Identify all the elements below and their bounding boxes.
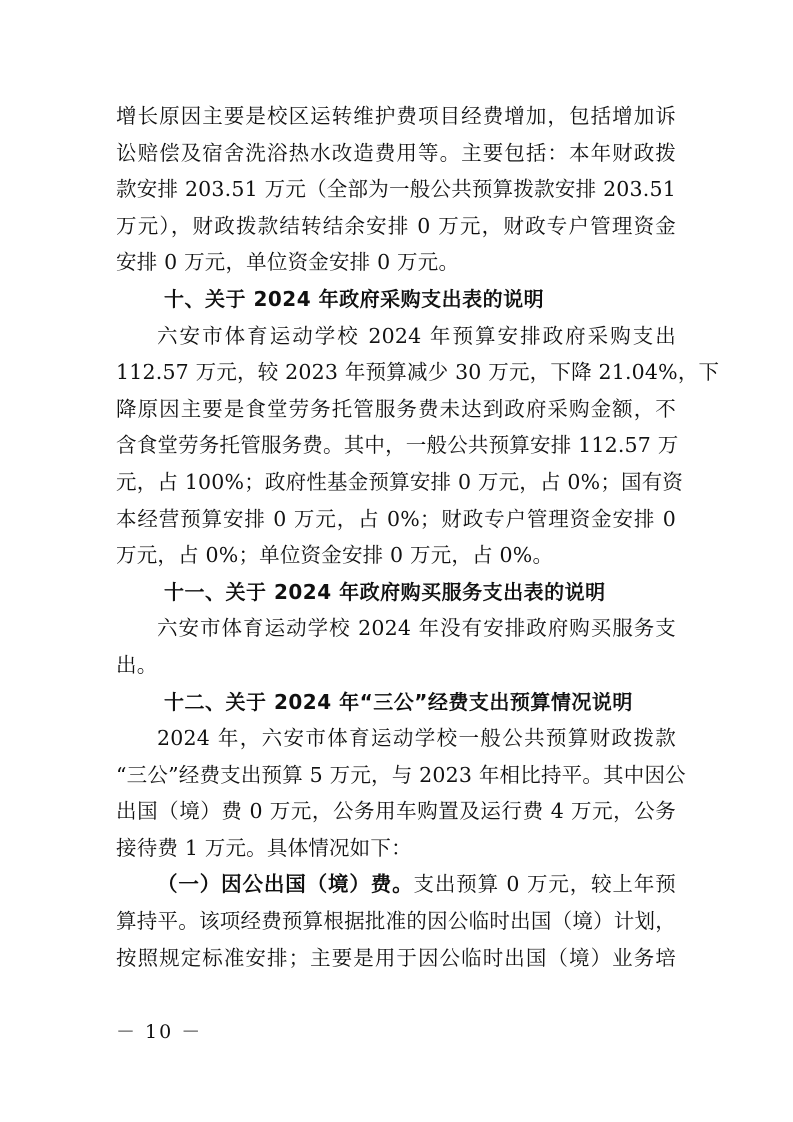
paragraph-line: 六安市体育运动学校 2024 年预算安排政府采购支出 bbox=[157, 323, 676, 348]
paragraph-line: 本经营预算安排 0 万元，占 0%；财政专户管理资金安排 0 bbox=[116, 506, 676, 531]
paragraph-line: 讼赔偿及宿舍洗浴热水改造费用等。主要包括：本年财政拨 bbox=[116, 140, 676, 165]
paragraph-line: 算持平。该项经费预算根据批准的因公临时出国（境）计划， bbox=[116, 909, 676, 934]
paragraph-line: 2024 年，六安市体育运动学校一般公共预算财政拨款 bbox=[157, 726, 676, 751]
paragraph-line: 112.57 万元，较 2023 年预算减少 30 万元，下降 21.04%，下 bbox=[116, 360, 720, 385]
subsection-lead: （一）因公出国（境）费。 bbox=[157, 872, 414, 897]
section-heading-12: 十二、关于 2024 年“三公”经费支出预算情况说明 bbox=[164, 689, 633, 714]
paragraph-text: 支出预算 0 万元，较上年预 bbox=[413, 872, 676, 897]
paragraph-line: “三公”经费支出预算 5 万元，与 2023 年相比持平。其中因公 bbox=[116, 762, 686, 787]
paragraph-line: 含食堂劳务托管服务费。其中，一般公共预算安排 112.57 万 bbox=[116, 433, 679, 458]
paragraph-line: 元，占 100%；政府性基金预算安排 0 万元，占 0%；国有资 bbox=[116, 469, 684, 494]
paragraph-line: 六安市体育运动学校 2024 年没有安排政府购买服务支 bbox=[157, 616, 676, 641]
paragraph-line: 万元，占 0%；单位资金安排 0 万元，占 0%。 bbox=[116, 543, 554, 568]
page-number: － 10 － bbox=[116, 1021, 203, 1043]
paragraph-line: 出国（境）费 0 万元，公务用车购置及运行费 4 万元，公务 bbox=[116, 799, 676, 824]
paragraph-line: 增长原因主要是校区运转维护费项目经费增加，包括增加诉 bbox=[116, 104, 676, 128]
paragraph-line: 款安排 203.51 万元（全部为一般公共预算拨款安排 203.51 bbox=[116, 177, 676, 202]
section-heading-10: 十、关于 2024 年政府采购支出表的说明 bbox=[164, 286, 545, 311]
section-heading-11: 十一、关于 2024 年政府购买服务支出表的说明 bbox=[164, 579, 606, 604]
paragraph-line bbox=[116, 866, 676, 903]
document-body bbox=[116, 98, 720, 976]
paragraph-line: 接待费 1 万元。具体情况如下： bbox=[116, 835, 412, 860]
paragraph-line: 降原因主要是食堂劳务托管服务费未达到政府采购金额，不 bbox=[116, 396, 676, 421]
paragraph-line: 出。 bbox=[116, 652, 158, 677]
paragraph-line: 按照规定标准安排；主要是用于因公临时出国（境）业务培 bbox=[116, 945, 676, 970]
paragraph-line: 万元），财政拨款结转结余安排 0 万元，财政专户管理资金 bbox=[116, 213, 676, 238]
paragraph-line: 安排 0 万元，单位资金安排 0 万元。 bbox=[116, 250, 460, 275]
